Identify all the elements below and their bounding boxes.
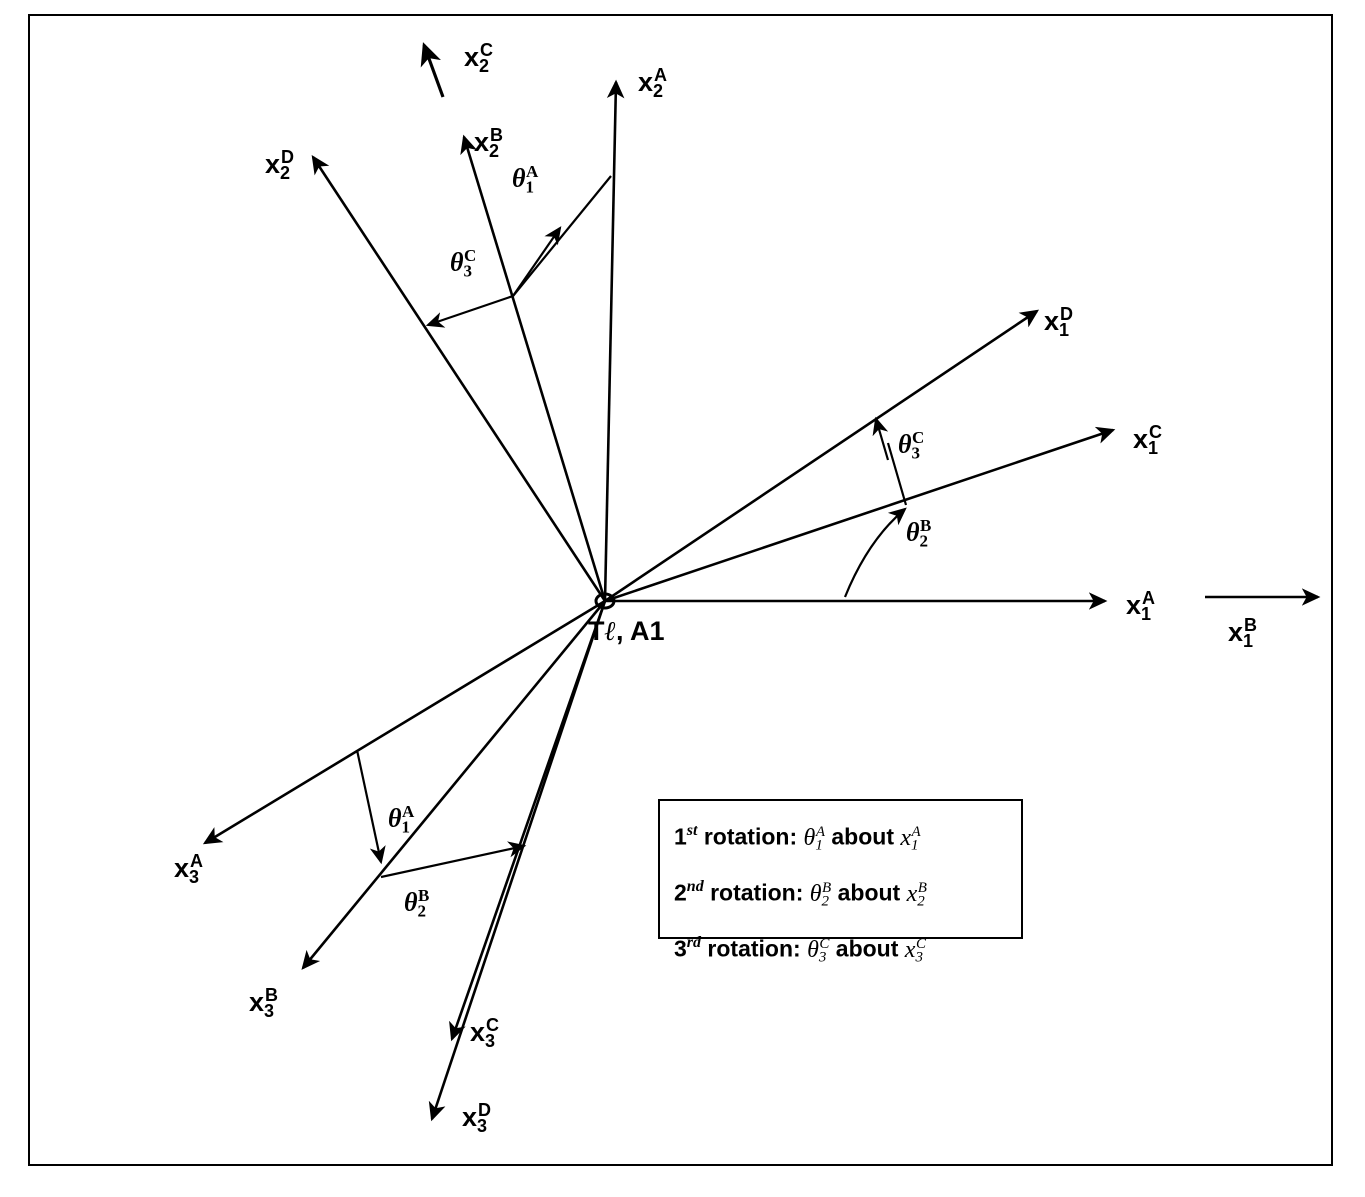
axis-line-x2C — [424, 45, 443, 97]
angle-label-theta2B-right: $\theta_2^B$ — [906, 516, 932, 551]
angle-label-theta3C-upper-left: $\theta_3^C$ — [450, 246, 477, 281]
angle-label-theta1A-lower: $\theta_1^A$ — [388, 802, 415, 837]
angle-arrow-theta1A-upper — [513, 228, 560, 296]
angle-arrow-theta3C-right — [876, 419, 888, 460]
legend-line-1: 1st rotation: $\theta_1^A$ about $x_1^A$ — [674, 822, 921, 854]
rotation-legend — [658, 799, 1023, 966]
axis-line-x1C — [605, 430, 1113, 601]
legend-line-3: 3rd rotation: $\theta_3^C$ about $x_3^C$ — [674, 934, 926, 966]
angle-arrow-theta2B-lower — [381, 846, 524, 877]
axis-label-x3A: $x_3^A$ — [174, 851, 204, 888]
angle-label-theta2B-lower: $\theta_2^B$ — [404, 886, 430, 921]
angle-arrow-theta3C-upper — [428, 296, 513, 325]
legend-line-2: 2nd rotation: $\theta_2^B$ about $x_2^B$ — [674, 878, 927, 910]
axis-label-x2B: $x_2^B$ — [474, 125, 504, 162]
angle-arrow-theta1A-lower — [357, 750, 381, 862]
origin-label: Tℓ, A1 — [588, 616, 665, 646]
axis-label-x3D: $x_3^D$ — [462, 1100, 492, 1137]
axis-label-x1D: $x_1^D$ — [1044, 304, 1074, 341]
axis-label-x3C: $x_3^C$ — [470, 1015, 500, 1052]
axis-label-x3B: $x_3^B$ — [249, 985, 279, 1022]
axis-label-x1B: $x_1^B$ — [1228, 615, 1258, 652]
axis-label-x2A: $x_2^A$ — [638, 65, 668, 102]
axis-label-x2D: $x_2^D$ — [265, 147, 295, 184]
axis-line-x1D — [605, 311, 1037, 601]
axis-line-x2B — [464, 137, 605, 601]
axis-label-x1A: $x_1^A$ — [1126, 588, 1156, 625]
angle-arc-theta2B-right — [845, 509, 905, 597]
angle-label-theta3C-right: $\theta_3^C$ — [898, 428, 925, 463]
angle-label-theta1A-upper: $\theta_1^A$ — [512, 162, 539, 197]
axis-line-x3B — [303, 601, 605, 968]
axis-line-x2A — [605, 82, 616, 601]
axis-line-x2D — [313, 157, 605, 601]
axis-label-x2C: $x_2^C$ — [464, 40, 494, 77]
axis-label-x1C: $x_1^C$ — [1133, 422, 1163, 459]
